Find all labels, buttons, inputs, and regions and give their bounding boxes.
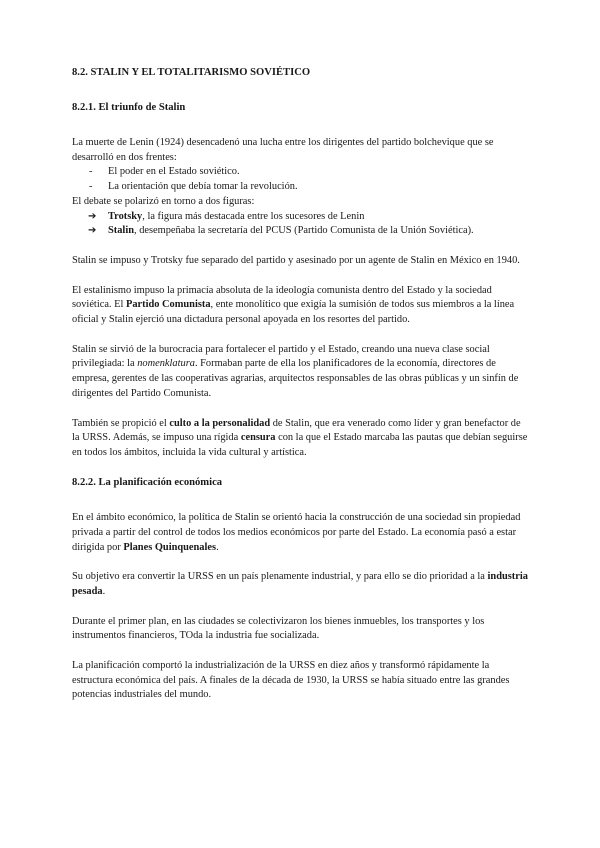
bold-term: Partido Comunista	[125, 299, 211, 311]
figure-desc: , la figura más destacada entre los sucesores de Lenin	[142, 210, 365, 222]
paragraph-economico	[72, 511, 528, 555]
text-run: .	[102, 585, 106, 597]
list-item	[72, 180, 528, 195]
list-item-text: El poder en el Estado soviético.	[108, 166, 240, 178]
paragraph-lucha: La muerte de Lenin (1924) desencadenó una lucha entre los dirigentes del partido bolchevique que se desarrolló en dos frentes:	[72, 137, 494, 163]
paragraph-primer-plan: Durante el primer plan, en las ciudades se colectivizaron los bienes inmuebles, los transportes y los instrumentos financieros, TOda la industria fue socializada.	[72, 615, 485, 642]
paragraph-debate: El debate se polarizó en torno a dos figuras:	[72, 195, 255, 207]
text-run: En el ámbito económico, la política de Stalin se orientó hacia la construcción de una sociedad sin propiedad privada a partir del control de todos los medios económicos por parte del Estado. La economía pasó a estar dirigida por	[72, 512, 521, 553]
paragraph-objetivo	[72, 570, 528, 599]
figure-name: Trotsky	[108, 210, 143, 222]
list-item-text: La orientación que debía tomar la revolución.	[108, 181, 298, 193]
text-run: con la que el Estado marcaba las pautas que debían seguirse en todos los ámbitos, incluida la vida cultural y artística.	[72, 432, 528, 458]
text-run: El estalinismo impuso la primacía absoluta de la ideología comunista dentro del Estado y la sociedad soviética. El	[72, 284, 492, 311]
text-run: . Formaban parte de ella los planificadores de la economía, directores de empresa, gerentes de las cooperativas agrarias, arquitectos responsables de las obras públicas y un sinfín de dirigentes del Partido Comunista.	[72, 358, 519, 399]
arrow-right-icon: ➔	[88, 225, 97, 237]
page-title: 8.2. STALIN Y EL TOTALITARISMO SOVIÉTICO	[72, 67, 311, 78]
italic-term: nomenklatura	[137, 358, 195, 370]
paragraph-culto	[72, 417, 528, 461]
fronts-list	[72, 165, 528, 194]
list-item	[72, 224, 528, 239]
bold-term: industria pesada	[72, 571, 528, 597]
text-run: de Stalin, que era venerado como líder y gran benefactor de la URSS. Además, se impuso una rígida	[72, 417, 521, 444]
text-run: Su objetivo era convertir la URSS en un país plenamente industrial, y para ello se dio prioridad a la	[72, 571, 488, 583]
list-item	[72, 210, 528, 225]
text-run: .	[216, 541, 219, 553]
bold-term: culto a la personalidad	[169, 417, 271, 429]
dash-bullet: -	[89, 166, 93, 178]
paragraph-industrializacion: La planificación comportó la industrialización de la URSS en diez años y transformó rápidamente la estructura económica del país. A finales de la década de 1930, la URSS se había situado entre las grandes potencias industriales del mundo.	[72, 660, 510, 701]
paragraph-burocracia	[72, 343, 528, 402]
list-item	[72, 165, 528, 180]
paragraph-estalinismo	[72, 284, 528, 328]
section-heading-planificacion: 8.2.2. La planificación económica	[72, 477, 223, 489]
document-page	[72, 66, 528, 703]
paragraph-trotsky: Stalin se impuso y Trotsky fue separado del partido y asesinado por un agente de Stalin en México en 1940.	[72, 254, 520, 266]
text-run: , ente monolítico que exigía la sumisión de todos sus miembros a la línea oficial y Stalin ejerció una dictadura personal apoyada en los resortes del partido.	[72, 299, 515, 326]
figure-name: Stalin	[108, 225, 134, 237]
dash-bullet: -	[89, 181, 93, 193]
section-heading-triunfo: 8.2.1. El triunfo de Stalin	[72, 102, 186, 113]
bold-term: Planes Quinquenales	[123, 541, 217, 553]
figure-desc: , desempeñaba la secretaría del PCUS (Partido Comunista de la Unión Soviética).	[134, 225, 474, 237]
figures-list	[72, 210, 528, 239]
bold-term: censura	[240, 432, 276, 444]
text-run: También se propició el	[72, 417, 170, 429]
text-run: Stalin se sirvió de la burocracia para fortalecer el partido y el Estado, creando una nueva clase social privilegiada: la	[72, 343, 490, 370]
arrow-right-icon: ➔	[88, 210, 97, 222]
